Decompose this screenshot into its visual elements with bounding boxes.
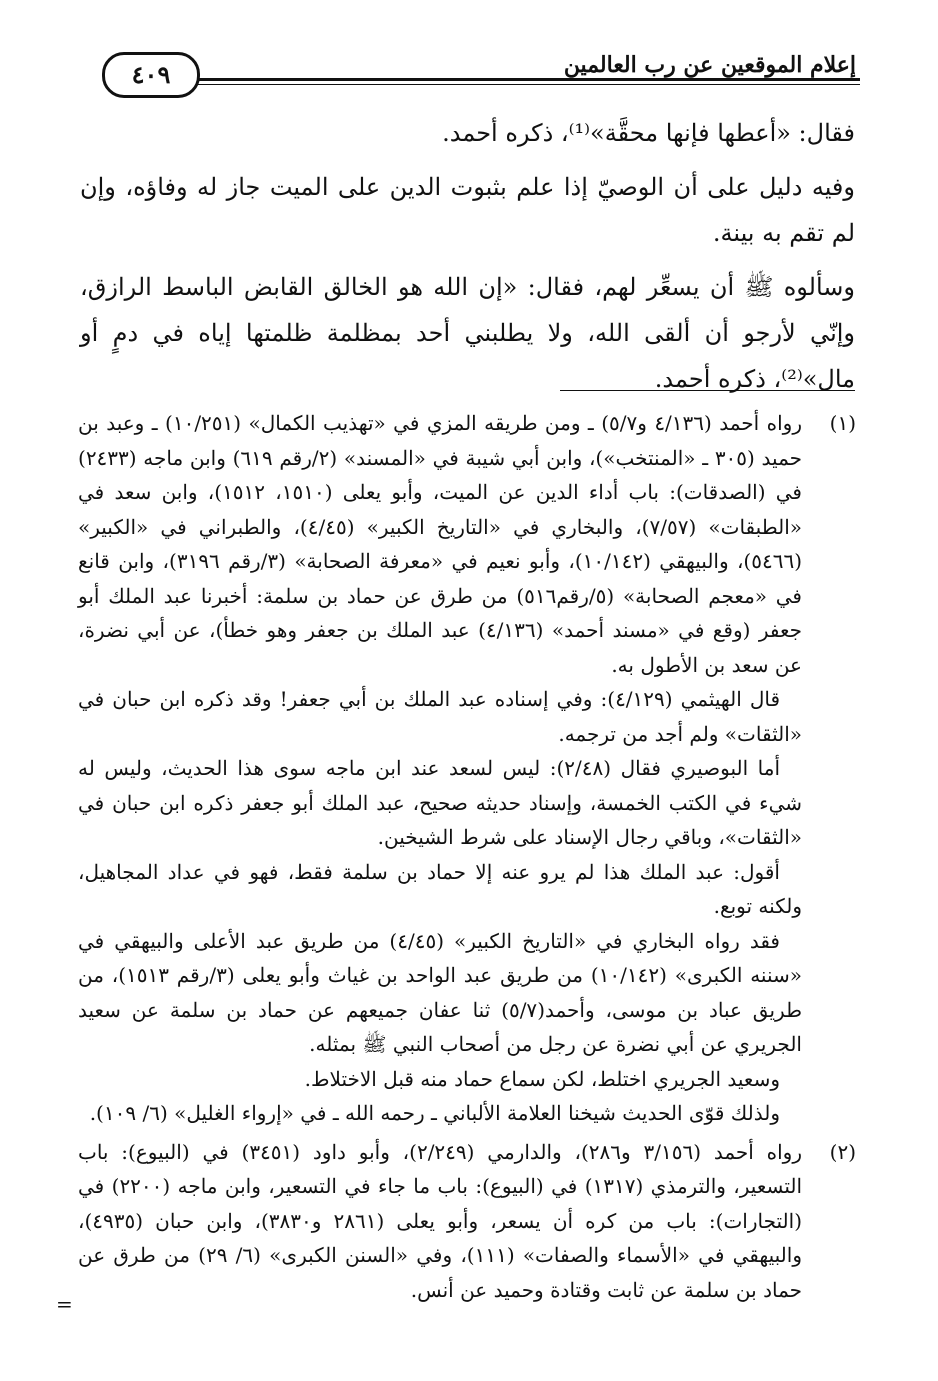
main-paragraph: وسألوه ﷺ أن يسعِّر لهم، فقال: «إن الله هو الخالق القابض الباسط الرازق، وإنّي لأرجو أن ألقى الله، ولا يطلبني أحد بمظلمة ظلمتها إياه في دمٍ أو مال»⁽²⁾، ذكره أحمد. <box>80 273 856 393</box>
footnote-separator <box>560 390 855 391</box>
footnote-body <box>78 1135 802 1308</box>
footnote-paragraph: وسعيد الجريري اختلط، لكن سماع حماد منه قبل الاختلاط. <box>304 1066 780 1091</box>
footnote-1 <box>78 406 856 1131</box>
footnote-paragraph: رواه أحمد (٤/١٣٦ و٥/٧) ـ ومن طريقه المزي في «تهذيب الكمال» (١٠/٢٥١) ـ وعبد بن حميد (٣٠٥ ـ «المنتخب»)، وابن أبي شيبة في «المسند» (٢/رقم ٦١٩) وابن ماجه (٢٤٣٣) في (الصدقات): باب أداء الدين عن الميت، وأبو يعلى (١٥١٠، ١٥١٢)، وابن سعد في «الطبقات» (٧/٥٧)، والبخاري في «التاريخ الكبير» (٤/٤٥)، والطبراني في «الكبير» (٥٤٦٦)، والبيهقي (١٠/١٤٢)، وأبو نعيم في «معرفة الصحابة» (٣/رقم ٣١٩٦)، وابن قانع في «معجم الصحابة» (٥/رقم٥١٦) من طرق عن حماد بن سلمة: أخبرنا عبد الملك أبو جعفر (وقع في «مسند أحمد» (٤/١٣٦) عبد الملك بن جعفر وهو خطأ)، عن أبي نضرة، عن سعد بن الأطول به. <box>78 411 803 677</box>
footnotes <box>78 406 856 1307</box>
footnote-number: (١) <box>829 411 856 435</box>
main-paragraph: وفيه دليل على أن الوصيّ إذا علم بثبوت الدين على الميت جاز له وفاؤه، وإن لم تقم به بينة. <box>80 173 855 247</box>
footnote-paragraph: أما البوصيري فقال (٢/٤٨): ليس لسعد عند ابن ماجه سوى هذا الحديث، وليس له شيء في الكتب الخمسة، وإسناد حديثه صحيح، عبد الملك أبو جعفر ذكره ابن حبان في «الثقات»، وباقي رجال الإسناد على شرط الشيخين. <box>78 756 802 849</box>
header-rule <box>160 78 860 85</box>
footnote-paragraph: أقول: عبد الملك هذا لم يرو عنه إلا حماد بن سلمة فقط، فهو في عداد المجاهيل، ولكنه توبع. <box>78 859 802 918</box>
footnote-paragraph: ولذلك قوّى الحديث شيخنا العلامة الألباني ـ رحمه الله ـ في «إرواء الغليل» (٦/ ١٠٩). <box>89 1101 780 1125</box>
footnote-paragraph: رواه أحمد (٣/١٥٦ و٢٨٦)، والدارمي (٢/٢٤٩)، وأبو داود (٣٤٥١) في (البيوع): باب التسعير، والترمذي (١٣١٧) في (البيوع): باب ما جاء في التسعير، وابن ماجه (٢٢٠٠) في (التجارات): باب من كره أن يسعر، وأبو يعلى (٢٨٦١ و٣٨٣٠)، وابن حبان (٤٩٣٥)، والبيهقي في «الأسماء والصفات» (١١١)، وفي «السنن الكبرى» (٦/ ٢٩) من طرق عن حماد بن سلمة عن ثابت وقتادة وحميد عن أنس. <box>78 1139 803 1302</box>
footnote-paragraph: فقد رواه البخاري في «التاريخ الكبير» (٤/٤٥) من طريق عبد الأعلى والبيهقي في «سننه الكبرى» (١٠/١٤٢) من طريق عبد الواحد بن غياث وأبو يعلى (٣/رقم ١٥١٣)، من طريق عباد بن موسى، وأحمد(٥/٧) ثنا عفان جميعهم عن حماد بن سلمة عن سعيد الجريري عن أبي نضرة عن رجل من أصحاب النبي ﷺ بمثله. <box>78 928 802 1056</box>
continuation-mark: = <box>56 1292 73 1316</box>
footnote-number: (٢) <box>829 1139 856 1164</box>
footnote-2 <box>78 1135 856 1308</box>
footnote-paragraph: قال الهيثمي (٤/١٢٩): وفي إسناده عبد الملك بن أبي جعفر! وقد ذكره ابن حبان في «الثقات» ولم أجد من ترجمه. <box>78 687 802 746</box>
page-number: ٤٠٩ <box>102 52 200 98</box>
main-paragraph: فقال: «أعطها فإنها محقَّة»⁽¹⁾، ذكره أحمد. <box>442 119 855 147</box>
main-text <box>80 110 855 410</box>
footnote-body <box>78 406 802 1131</box>
page-header <box>80 48 860 100</box>
book-title: إعلام الموقعين عن رب العالمين <box>563 52 856 78</box>
